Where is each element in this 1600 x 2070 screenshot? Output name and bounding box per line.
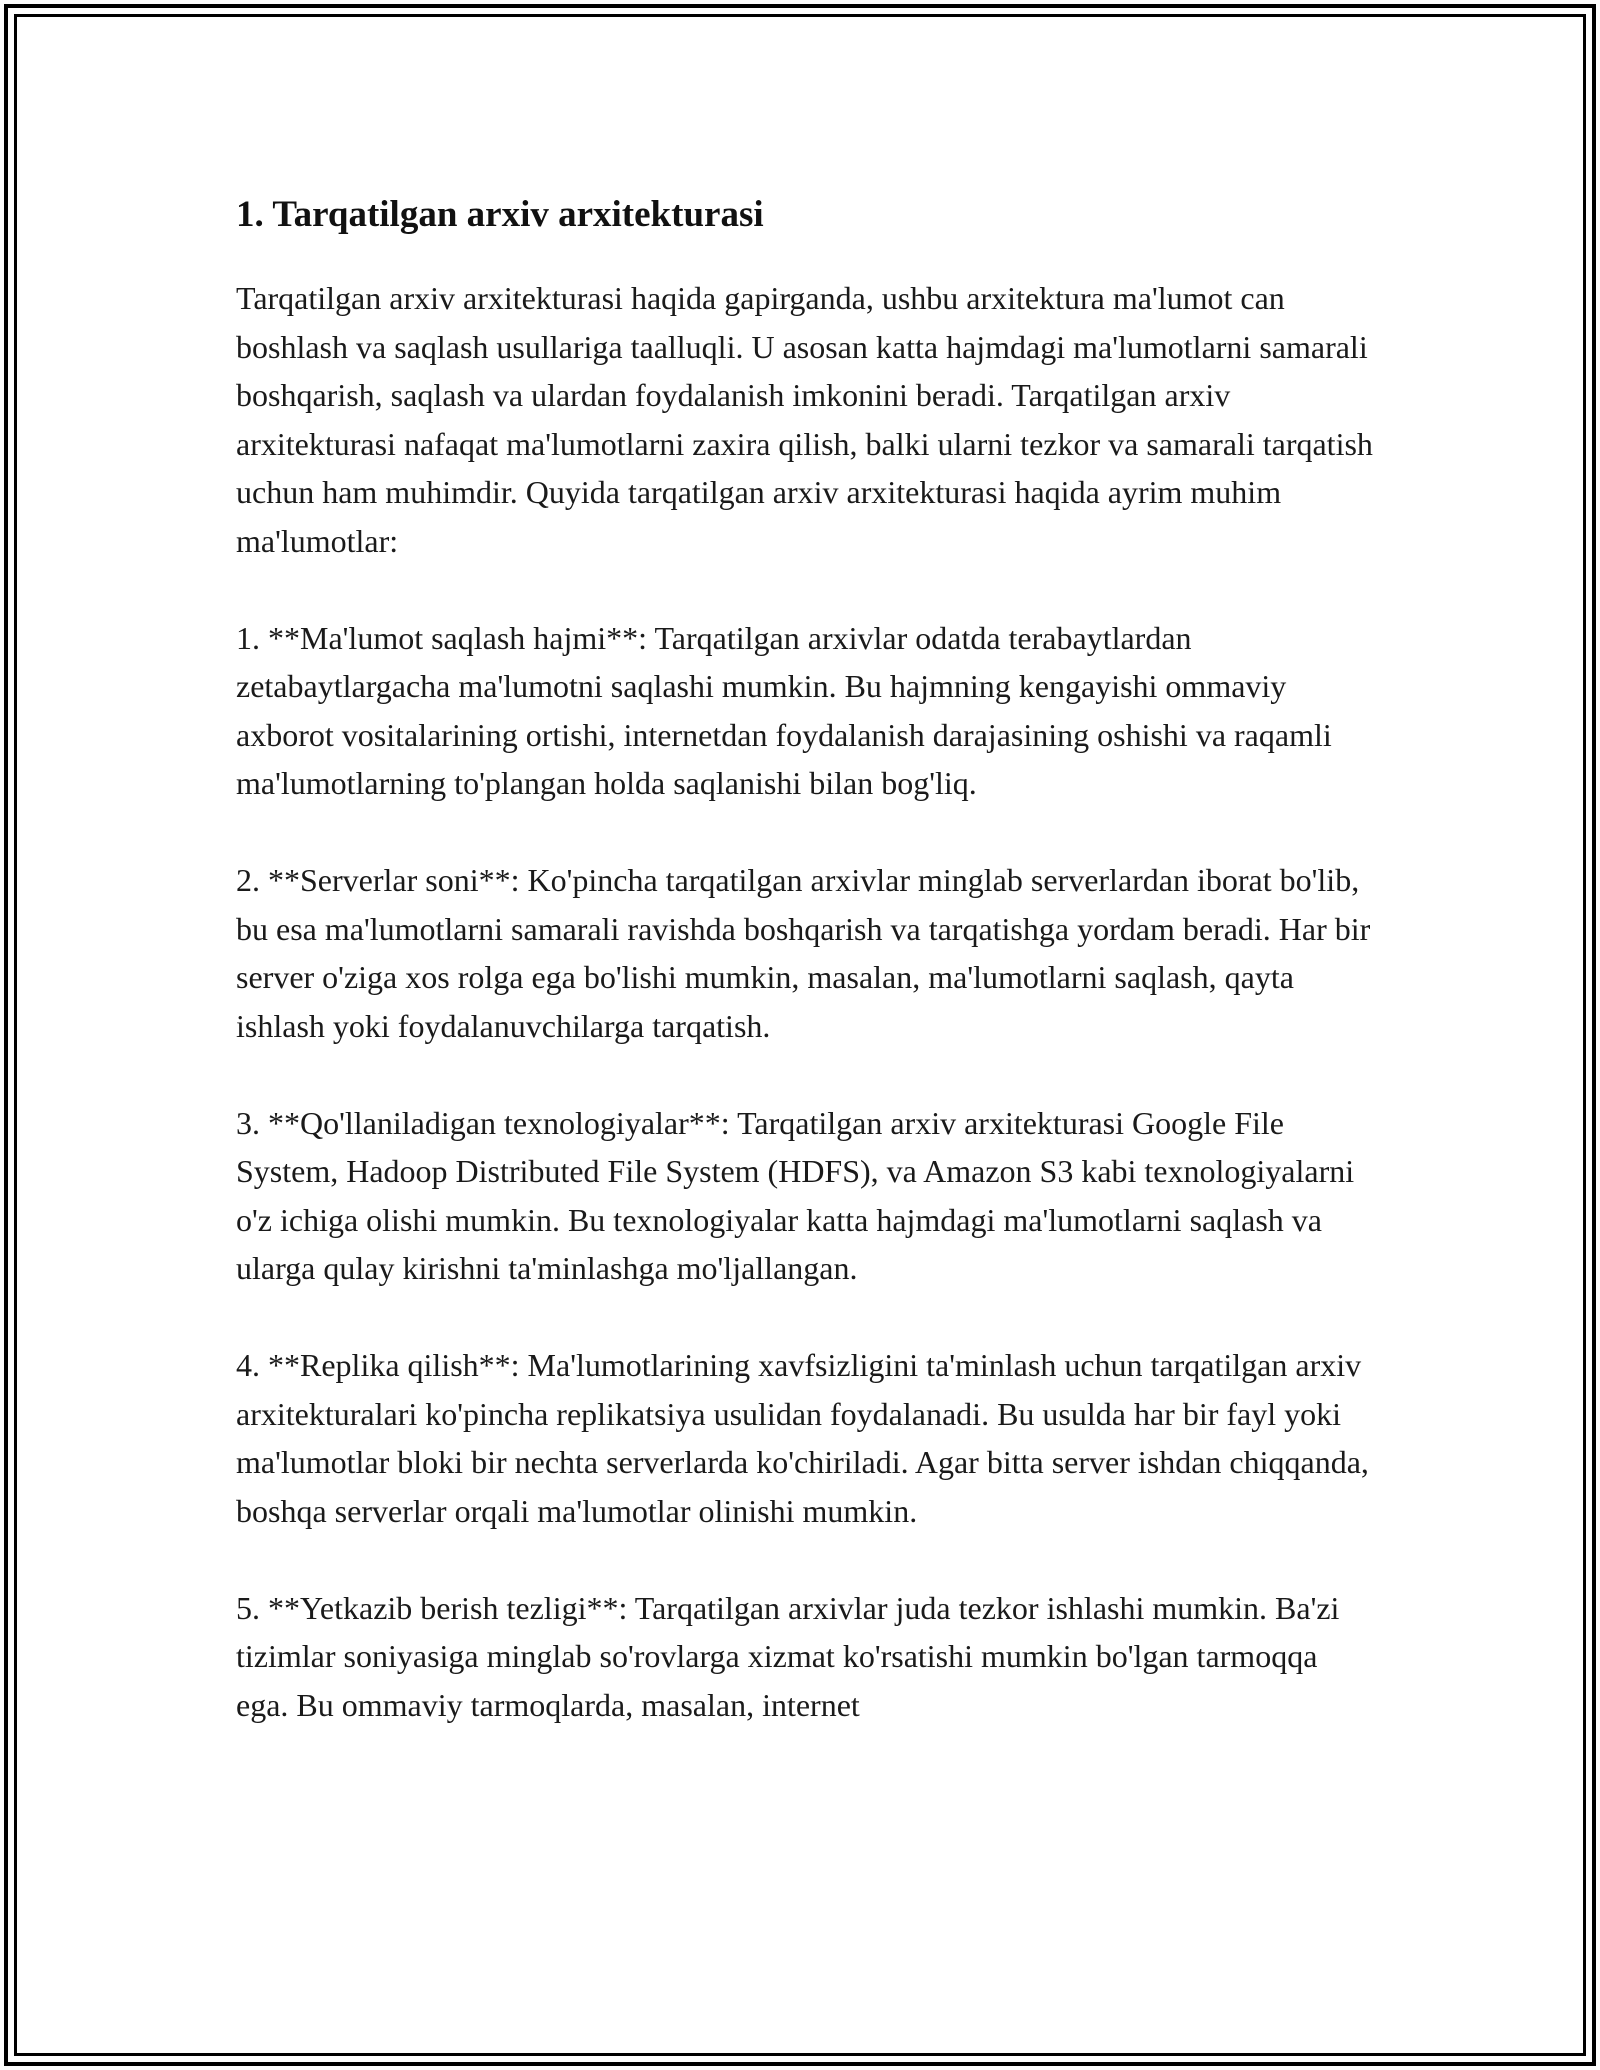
document-body bbox=[236, 186, 1376, 1778]
list-item-technologies: 3. **Qo'llaniladigan texnologiyalar**: Tarqatilgan arxiv arxitekturasi Google File System, Hadoop Distributed File System (HDFS), va Amazon S3 kabi texnologiyalarni o'z ichiga olishi mumkin. Bu texnologiyalar katta hajmdagi ma'lumotlarni saqlash va ularga qulay kirishni ta'minlashga mo'ljallangan. bbox=[236, 1104, 1355, 1286]
list-item-replication: 4. **Replika qilish**: Ma'lumotlarining xavfsizligini ta'minlash uchun tarqatilgan arxiv arxitekturalari ko'pincha replikatsiya usulidan foydalanadi. Bu usulda har bir fayl yoki ma'lumotlar bloki bir nechta serverlarda ko'chiriladi. Agar bitta server ishdan chiqqanda, boshqa serverlar orqali ma'lumotlar olinishi mumkin. bbox=[236, 1347, 1369, 1529]
list-item-server-count: 2. **Serverlar soni**: Ko'pincha tarqatilgan arxivlar minglab serverlardan iborat bo'lib, bu esa ma'lumotlarni samarali ravishda boshqarish va tarqatishga yordam beradi. Har bir server o'ziga xos rolga ega bo'lishi mumkin, masalan, ma'lumotlarni saqlash, qayta ishlash yoki foydalanuvchilarga tarqatish. bbox=[236, 862, 1371, 1044]
document-title: 1. Tarqatilgan arxiv arxitekturasi bbox=[236, 194, 764, 235]
list-item-storage-volume: 1. **Ma'lumot saqlash hajmi**: Tarqatilgan arxivlar odatda terabaytlardan zetabaytlargacha ma'lumotni saqlashi mumkin. Bu hajmning kengayishi ommaviy axborot vositalarining ortishi, internetdan foydalanish darajasining oshishi va raqamli ma'lumotlarning to'plangan holda saqlanishi bilan bog'liq. bbox=[236, 619, 1332, 801]
list-item-delivery-speed: 5. **Yetkazib berish tezligi**: Tarqatilgan arxivlar juda tezkor ishlashi mumkin. Ba'zi tizimlar soniyasiga minglab so'rovlarga xizmat ko'rsatishi mumkin bo'lgan tarmoqqa ega. Bu ommaviy tarmoqlarda, masalan, internet bbox=[236, 1589, 1340, 1723]
intro-paragraph: Tarqatilgan arxiv arxitekturasi haqida gapirganda, ushbu arxitektura ma'lumot can boshlash va saqlash usullariga taalluqli. U asosan katta hajmdagi ma'lumotlarni samarali boshqarish, saqlash va ulardan foydalanish imkonini beradi. Tarqatilgan arxiv arxitekturasi nafaqat ma'lumotlarni zaxira qilish, balki ularni tezkor va samarali tarqatish uchun ham muhimdir. Quyida tarqatilgan arxiv arxitekturasi haqida ayrim muhim ma'lumotlar: bbox=[236, 280, 1373, 559]
